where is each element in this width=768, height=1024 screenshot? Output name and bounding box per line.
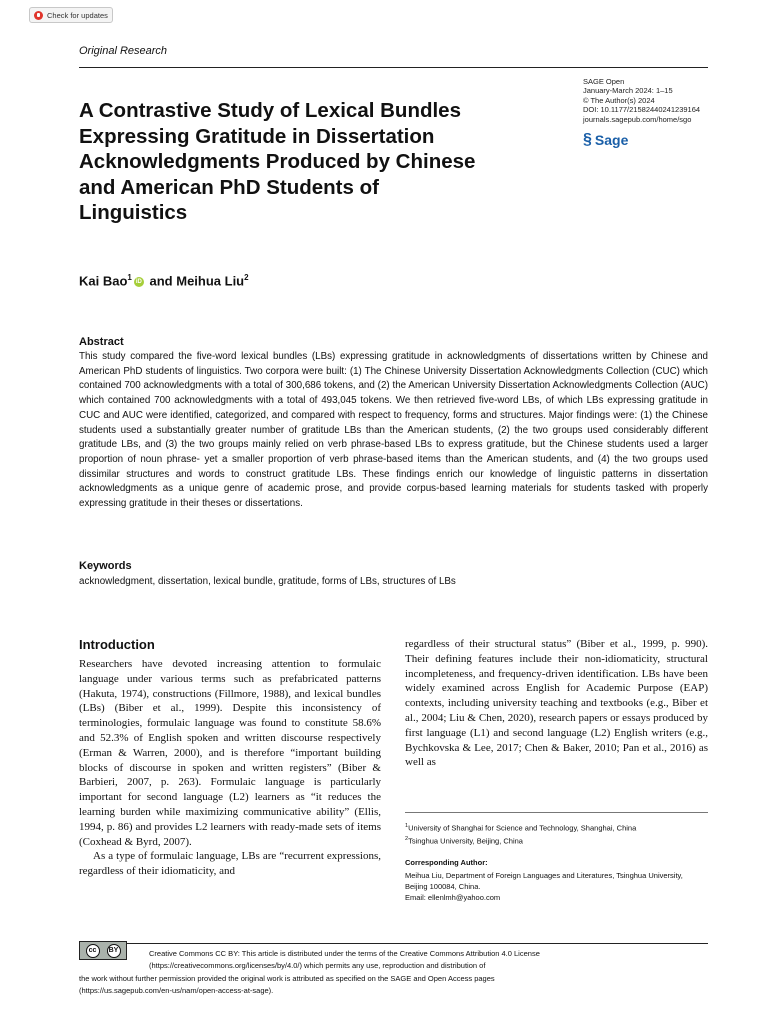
sage-logo [583,131,628,149]
corresponding-address: Meihua Liu, Department of Foreign Languages and Literatures, Tsinghua University, Beijing 100084, China. [405,871,683,891]
header-divider [79,67,708,68]
license-line[interactable]: (https://us.sagepub.com/en-us/nam/open-access-at-sage). [79,985,274,995]
journal-info [583,77,700,124]
introduction-heading: Introduction [79,637,155,652]
abstract-heading: Abstract [79,336,124,348]
license-text [79,948,708,997]
title-line: and American PhD Students of [79,175,379,199]
title-line: Acknowledgments Produced by Chinese [79,150,476,173]
author-list [79,273,249,288]
license-divider [79,943,708,944]
journal-copyright: © The Author(s) 2024 [583,95,655,105]
corresponding-email[interactable]: Email: ellenlmh@yahoo.com [405,893,501,902]
footnote-divider [405,812,708,813]
journal-url[interactable]: journals.sagepub.com/home/sgo [583,114,692,124]
author-name: Meihua Liu [176,273,245,289]
license-line: Creative Commons CC BY: This article is distributed under the terms of the Creative Commons Attribution 4.0 License [149,949,540,958]
journal-name: SAGE Open [583,77,625,86]
body-paragraph: As a type of formulaic language, LBs are “recurrent expressions, regardless of their idiomaticity, and [79,850,381,878]
title-line: Expressing Gratitude in Dissertation [79,124,435,148]
sage-logo-text: Sage [594,132,629,148]
affiliation-2: $^2$Tsinghua University, Beijing, China [405,835,523,845]
cc-icon: cc [86,944,100,958]
affiliation-marker: 2 [244,273,249,282]
body-column-right [405,637,708,770]
corresponding-author-heading: Corresponding Author: [405,858,488,867]
sage-s-icon: § [583,131,592,148]
license-line: the work without further permission provided the original work is attributed as specified on the SAGE and Open Access pages [79,973,495,983]
orcid-icon[interactable]: iD [135,278,142,285]
journal-doi[interactable]: DOI: 10.1177/21582440241239164 [583,105,701,115]
keywords-text: acknowledgment, dissertation, lexical bundle, gratitude, forms of LBs, structures of LBs [79,576,456,587]
license-line[interactable]: (https://creativecommons.org/licenses/by/4.0/) which permits any use, reproduction and distribution of [149,961,486,971]
affiliation-1: $^1$University of Shanghai for Science and Technology, Shanghai, China [405,823,637,833]
body-paragraph: regardless of their structural status” (Biber et al., 1999, p. 990). Their defining features include their non-idiomaticity, structural incompleteness, and frequency-driven identification. LBs have been widely examined across English for Academic Purpose (EAP) contexts, including university teaching and textbooks (e.g., Biber et al., 2004; Liu & Chen, 2020), research papers or essays produced by first language (L1) and second language (L2) English writers (e.g., Bychkovska & Lee, 2017; Chen & Baker, 2010; Pan et al., 2016) as well as [405,638,708,769]
check-for-updates-button[interactable] [29,7,113,23]
check-updates-label: Check for updates [47,10,108,20]
affiliations [405,821,708,846]
title-line: Linguistics [79,201,188,224]
affiliation-marker: 1 [127,273,132,282]
corresponding-author-info [405,870,705,903]
author-name: Kai Bao [79,273,128,289]
body-paragraph: Researchers have devoted increasing attention to formulaic language under various terms such as prefabricated patterns (Hakuta, 1974), constructions (Fillmore, 1988), and lexical bundles (LBs) (Biber et al., 1999). Despite this inconsistency of terminologies, formulaic language was found to constitute 58.6% and 52.3% of English spoken and written discourse respectively (Erman & Warren, 2000), and is therefore “important building blocks of discourse in spoken and written registers” (Biber & Barbieri, 2007, p. 263). Formulaic language is particularly important for second language (L2) learners as “it reduces the learning burden while maximizing communicative ability” (Ellis, 1994, p. 86) and provides L2 learners with ready-made sets of items (Coxhead & Byrd, 2007). [79,658,381,848]
title-line: A Contrastive Study of Lexical Bundles [79,99,461,122]
body-column-left [79,657,381,879]
section-label: Original Research [79,45,168,57]
updates-icon [34,11,43,20]
journal-issue: January-March 2024: 1–15 [583,86,673,96]
author-conjunction: and [149,273,173,289]
article-title [79,98,539,226]
by-icon: BY [107,944,121,958]
abstract-text: This study compared the five-word lexical bundles (LBs) expressing gratitude in acknowledgments of dissertations written by Chinese and American PhD students of linguistics. Two corpora were built: (1) The Chinese University Dissertation Acknowledgments Collection (CUC) which contained 700 acknowledgments with a total of 300,686 tokens, and (2) the American University Dissertation Acknowledgments Collection (AUC) which contained 700 acknowledgments with a total of 493,045 tokens. We then retrieved five-word LBs, of which LBs expressing gratitude in CUC and AUC were identified, categorized, and compared with respect to frequency, forms and structures. Major findings were: (1) the Chinese students used a substantially greater number of gratitude LBs than the American students, (2) the two groups used considerably different gratitude LBs, and (3) the two groups mainly relied on verb phrase-based LBs to express gratitude, but the Chinese students used a larger proportion of noun phrase- yet a smaller proportion of verb phrase-based items than the American students, and (4) the two groups used dissimilar structures and words to construct gratitude LBs. These findings enrich our knowledge of linguistic patterns in dissertation acknowledgments as a unique genre of academic prose, and provide corpus-based learning materials for students tasked with properly expressing gratitude in their theses or dissertations. [79,351,708,510]
keywords-heading: Keywords [79,560,132,572]
